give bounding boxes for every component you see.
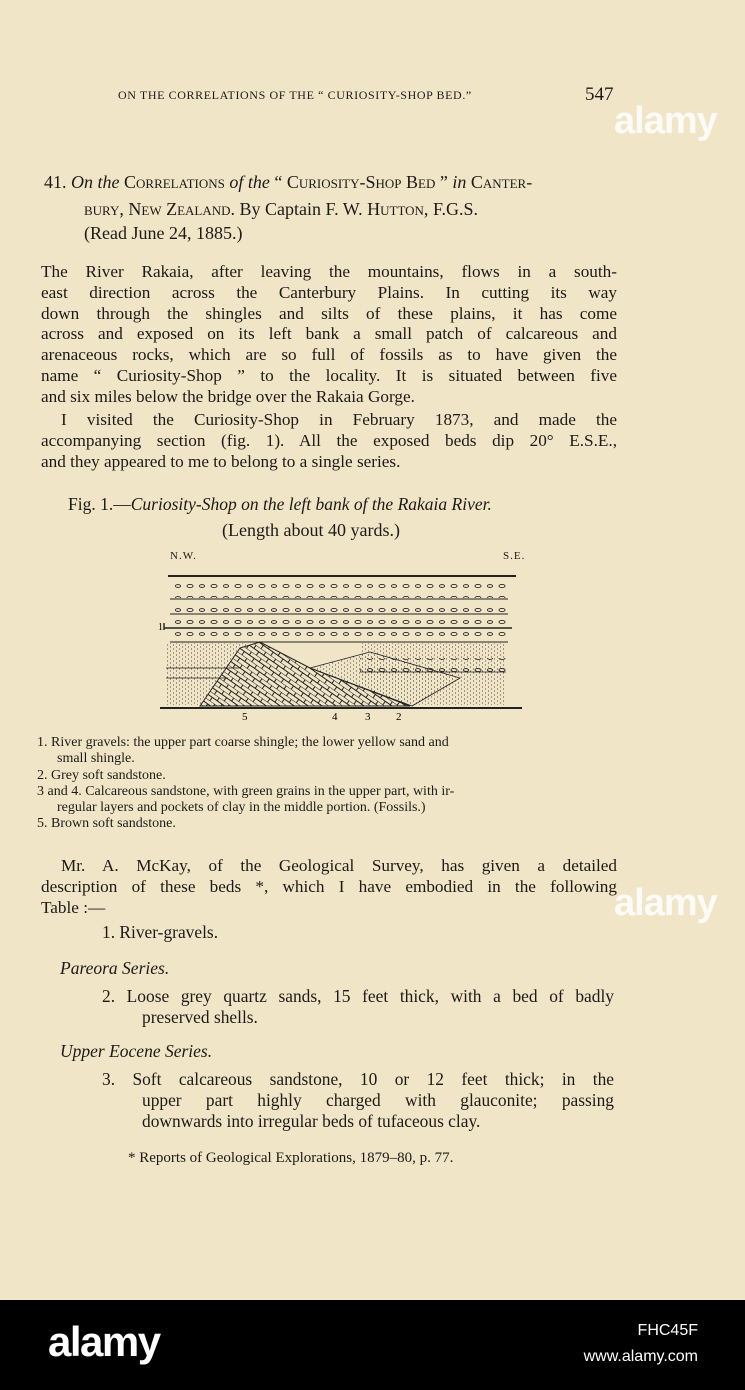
running-title: ON THE CORRELATIONS OF THE “ CURIOSITY-SHOP BED.” bbox=[118, 88, 472, 102]
series-heading-eocene: Upper Eocene Series. bbox=[60, 1041, 213, 1061]
bed-label-2: 2 bbox=[396, 711, 402, 723]
gravel-layer-upper bbox=[170, 580, 510, 598]
bed-label-4: 4 bbox=[332, 711, 338, 723]
figure-legend: 1. River gravels: the upper part coarse shingle; the lower yellow sand and small shingle. 2. Grey soft sandstone. 3 and 4. Calcareous sandstone, with green grains in the upper part, with ir- regular layers and pockets of clay in the middle portion. (Fossils.) 5. Brown soft sandstone. bbox=[37, 735, 455, 832]
bed-label-5: 5 bbox=[242, 711, 248, 723]
gravel-layer-middle bbox=[172, 600, 506, 614]
series-heading-pareora: Pareora Series. bbox=[60, 958, 170, 978]
gravel-layer-lower bbox=[172, 615, 506, 627]
pebble-band bbox=[360, 658, 506, 672]
alamy-logo: alamy bbox=[48, 1318, 160, 1365]
watermark-logo: alamy bbox=[614, 882, 717, 924]
label-northwest: N.W. bbox=[170, 550, 197, 562]
watermark-logo: alamy bbox=[614, 100, 717, 142]
figure-subcaption: (Length about 40 yards.) bbox=[222, 520, 400, 540]
stock-photo-footer-bar bbox=[0, 1300, 745, 1390]
table-item-1: 1. River-gravels. bbox=[102, 922, 219, 942]
bed-label-3: 3 bbox=[365, 711, 371, 723]
gravel-layer-base bbox=[174, 630, 508, 642]
site-url: www.alamy.com bbox=[583, 1348, 698, 1365]
table-item-2: 2. Loose grey quartz sands, 15 feet thick, with a bed of badly preserved shells. bbox=[102, 986, 614, 1027]
paragraph-1: The River Rakaia, after leaving the mountains, flows in a south- east direction across the Canterbury Plains. In cutting its way down through the shingles and silts of these plains, it has come across and exposed on its left bank a small patch of calcareous and arenaceous rocks, which are so full of fossils as to have given the name “ Curiosity-Shop ” to the locality. It is situated between five and six miles below the bridge over the Rakaia Gorge. bbox=[41, 262, 617, 406]
figure-caption: Fig. 1.—Curiosity-Shop on the left bank of the Rakaia River. bbox=[68, 494, 492, 514]
paragraph-3: Mr. A. McKay, of the Geological Survey, has given a detailed description of these beds *, which I have embodied in the following Table :— bbox=[41, 856, 617, 917]
image-id: FHC45F bbox=[637, 1322, 698, 1339]
table-item-3: 3. Soft calcareous sandstone, 10 or 12 feet thick; in the upper part highly charged with glauconite; passing downwards into irregular beds of tufaceous clay. bbox=[102, 1069, 614, 1131]
paragraph-2: I visited the Curiosity-Shop in February 1873, and made the accompanying section (fig. 1). All the exposed beds dip 20° E.S.E., and they appeared to me to belong to a single series. bbox=[41, 410, 617, 471]
read-date: (Read June 24, 1885.) bbox=[84, 223, 243, 243]
page-number: 547 bbox=[585, 84, 614, 105]
paper-title-line-2: bury, New Zealand. By Captain F. W. Hutton, F.G.S. bbox=[84, 199, 479, 219]
bed-label-1: 1 bbox=[158, 622, 163, 633]
footnote: * Reports of Geological Explorations, 1879–80, p. 77. bbox=[128, 1150, 454, 1166]
label-southeast: S.E. bbox=[503, 550, 526, 562]
paper-title-line-1: 41. On the Correlations of the “ Curiosity-Shop Bed ” in Canter- bbox=[44, 172, 533, 192]
geological-section-figure bbox=[160, 568, 530, 723]
